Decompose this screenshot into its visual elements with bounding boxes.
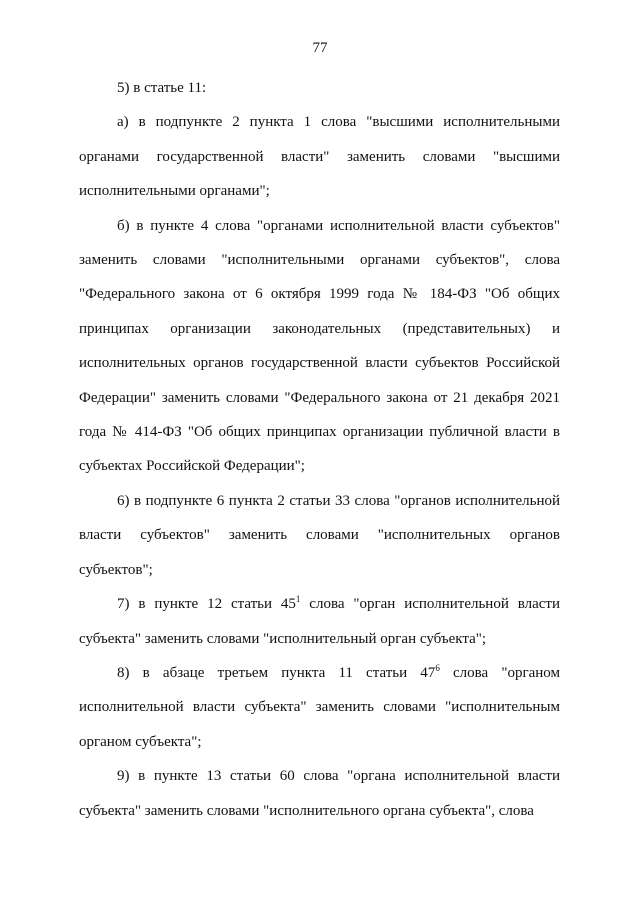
page-number: 77 bbox=[312, 40, 328, 56]
paragraph-8-superscript: 6 bbox=[435, 662, 440, 673]
paragraph-5a: а) в подпункте 2 пункта 1 слова "высшими исполнительными органами государственной власти" заменить словами "высшими исполнительными органами"; bbox=[79, 114, 560, 200]
paragraph-7-lead: 7) в пункте 12 статьи 45 bbox=[117, 596, 296, 613]
paragraph-5b: б) в пункте 4 слова "органами исполнительной власти субъектов" заменить словами "исполнительными органами субъектов", слова "Федерального закона от 6 октября 1999 года № 184-ФЗ "Об общих принципах организации законодательных (представительных) и исполнительных органов государственной власти субъектов Российской Федерации" заменить словами "Федерального закона от 21 декабря 2021 года № 414-ФЗ "Об общих принципах организации публичной власти в субъектах Российской Федерации"; bbox=[79, 217, 560, 475]
paragraph-6: 6) в подпункте 6 пункта 2 статьи 33 слова "органов исполнительной власти субъектов" заменить словами "исполнительных органов субъектов"; bbox=[79, 492, 560, 578]
paragraph-8 bbox=[79, 656, 560, 759]
paragraph-5: 5) в статье 11: bbox=[117, 80, 207, 96]
document-body bbox=[79, 71, 560, 828]
paragraph-8-rest: слова "органом исполнительной власти субъекта" заменить словами "исполнительным органом субъекта"; bbox=[79, 664, 560, 750]
paragraph-9: 9) в пункте 13 статьи 60 слова "органа исполнительной власти субъекта" заменить словами "исполнительного органа субъекта", слова bbox=[79, 768, 560, 819]
paragraph-7-rest: слова "орган исполнительной власти субъекта" заменить словами "исполнительный орган субъекта"; bbox=[79, 596, 560, 647]
paragraph-7 bbox=[79, 587, 560, 656]
paragraph-7-superscript: 1 bbox=[295, 594, 301, 605]
paragraph-8-lead: 8) в абзаце третьем пункта 11 статьи 47 bbox=[117, 664, 436, 681]
